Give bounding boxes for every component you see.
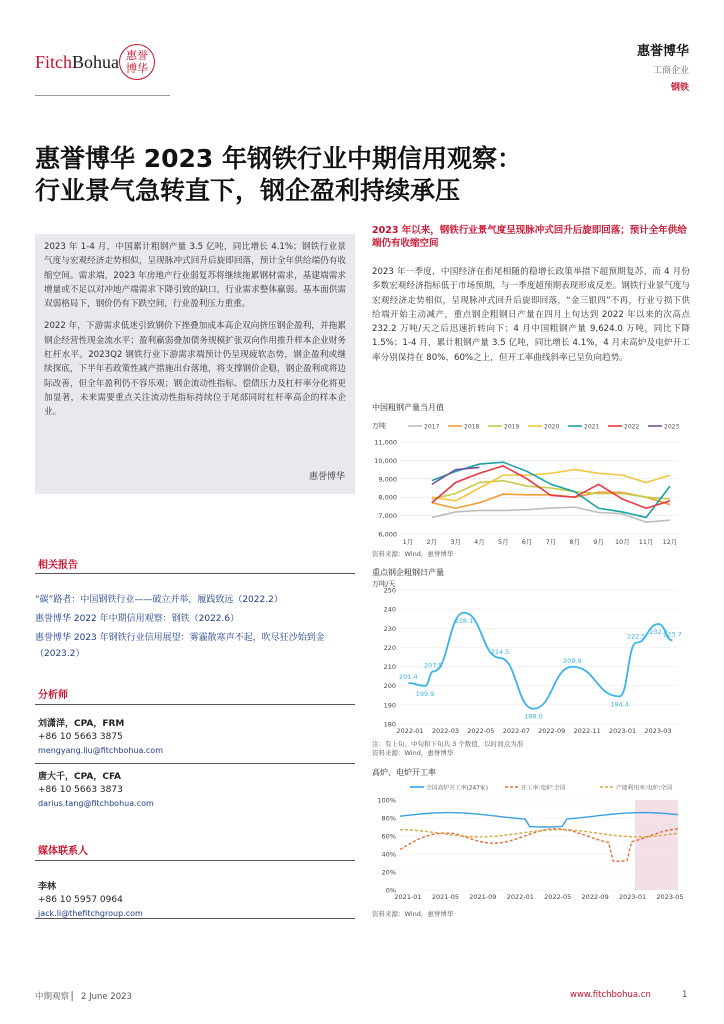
series-line bbox=[432, 481, 670, 499]
legend-label: 2019 bbox=[504, 423, 520, 431]
logo-wordmark bbox=[35, 52, 119, 73]
section-heading: 2023 年以来，钢铁行业景气度呈现脉冲式回升后旋即回落；预计全年供给端仍有收缩空间 bbox=[372, 225, 687, 249]
x-tick-label: 8月 bbox=[569, 538, 581, 546]
footer-separator: ▏ bbox=[71, 992, 81, 1002]
y-tick-label: 60% bbox=[381, 832, 396, 841]
chart2-ylabel: 万吨/天 bbox=[372, 580, 396, 588]
analysts-heading: 分析师 bbox=[38, 690, 68, 701]
x-tick-label: 3月 bbox=[450, 538, 461, 546]
y-tick-label: 190 bbox=[383, 701, 396, 710]
chart2-svg bbox=[370, 576, 688, 736]
chart1-title: 中国粗钢产量当月值 bbox=[372, 403, 444, 412]
legend-label: 2017 bbox=[424, 423, 440, 431]
media-card bbox=[38, 881, 143, 920]
legend-label: 2022 bbox=[624, 423, 640, 431]
analyst-phone: +86 10 5663 3875 bbox=[38, 732, 123, 742]
footer-url[interactable]: www.fitchbohua.cn bbox=[570, 990, 651, 1000]
legend-label: 开工率:电炉:全国 bbox=[521, 785, 566, 792]
y-tick-label: 6,000 bbox=[378, 530, 397, 539]
related-rule bbox=[35, 573, 355, 574]
y-tick-label: 240 bbox=[383, 605, 396, 614]
y-tick-label: 11,000 bbox=[374, 438, 397, 447]
chart3-xticks bbox=[394, 893, 683, 901]
chart2-xticks bbox=[396, 727, 671, 735]
chart1-legend bbox=[408, 424, 679, 431]
x-tick-label: 2022-01 bbox=[506, 893, 534, 901]
chart3-title: 高炉、电炉开工率 bbox=[372, 768, 436, 777]
x-tick-label: 2023-05 bbox=[656, 893, 684, 901]
data-label: 201.4 bbox=[399, 673, 418, 682]
x-tick-label: 6月 bbox=[521, 538, 533, 546]
y-tick-label: 200 bbox=[383, 682, 396, 691]
chart1-svg bbox=[370, 412, 688, 552]
x-tick-label: 5月 bbox=[497, 538, 509, 546]
x-tick-label: 2022-05 bbox=[544, 893, 572, 901]
x-tick-label: 7月 bbox=[545, 538, 557, 546]
analyst-card bbox=[38, 718, 163, 757]
y-tick-label: 7,000 bbox=[378, 512, 397, 521]
data-label: 222.5 bbox=[626, 632, 646, 641]
summary-paragraph-1: 2023 年 1-4 月，中国累计粗钢产量 3.5 亿吨，同比增长 4.1%；钢铁行业景气度与宏观经济走势相似，呈现脉冲式回升后旋即回落，预计全年供给端仍有收缩空间。需求端，2023 年房地产行业弱复苏将继续拖累钢材需求，基建端需求增量或不足以对冲地产端需求下降引致的缺口，行业需求整体羸弱。基本面供需双弱格局下，钢价仍有下跌空间，行业盈利压力重重。 bbox=[44, 242, 346, 310]
media-heading: 媒体联系人 bbox=[38, 846, 88, 857]
y-tick-label: 180 bbox=[383, 720, 396, 729]
y-tick-label: 210 bbox=[383, 663, 396, 672]
title-line2: 行业景气急转直下，钢企盈利持续承压 bbox=[35, 176, 461, 205]
x-tick-label: 12月 bbox=[662, 538, 678, 546]
media-rule bbox=[35, 860, 355, 861]
data-label: 223.7 bbox=[663, 630, 682, 639]
x-tick-label: 10月 bbox=[614, 538, 630, 546]
x-tick-label: 2022-01 bbox=[396, 727, 424, 735]
y-tick-label: 8,000 bbox=[378, 493, 397, 502]
y-tick-label: 80% bbox=[381, 814, 396, 823]
footer-left bbox=[35, 990, 132, 1002]
series-line bbox=[432, 470, 670, 501]
chart2-source: 资料来源：Wind，惠誉博华 bbox=[372, 749, 454, 757]
y-tick-label: 0% bbox=[385, 886, 396, 895]
legend-label: 2018 bbox=[464, 423, 480, 431]
legend-label: 2021 bbox=[584, 423, 600, 431]
data-label: 209.9 bbox=[563, 656, 582, 665]
related-link[interactable]: “碳”路者：中国钢铁行业——破立并举，履践致远（2022.2） bbox=[35, 595, 283, 605]
chart2-notes bbox=[372, 740, 523, 758]
chart3-grid bbox=[377, 797, 678, 895]
x-tick-label: 2021-01 bbox=[394, 893, 422, 901]
series-line bbox=[408, 613, 672, 709]
page-title bbox=[35, 143, 675, 207]
sector-label: 钢铁 bbox=[670, 83, 689, 93]
data-label: 199.9 bbox=[415, 689, 435, 698]
page-number: 1 bbox=[682, 990, 688, 1000]
data-label: 194.4 bbox=[610, 700, 629, 709]
chart2-note: 注：有上旬、中旬和下旬共 3 个数值，以时间点为准 bbox=[372, 740, 524, 748]
data-label: 207.5 bbox=[424, 661, 443, 670]
x-tick-label: 2022-03 bbox=[431, 727, 460, 735]
logo-bohua: Bohua bbox=[72, 52, 120, 72]
y-tick-label: 10,000 bbox=[374, 456, 397, 465]
analysts-rule bbox=[35, 704, 355, 705]
y-tick-label: 40% bbox=[381, 850, 396, 859]
x-tick-label: 2023-01 bbox=[618, 893, 647, 901]
y-tick-label: 220 bbox=[383, 643, 396, 652]
seal-line1: 惠誉 bbox=[126, 49, 148, 62]
data-label: 238.1 bbox=[454, 616, 474, 625]
analyst-email[interactable]: darius.tang@fitchbohua.com bbox=[38, 799, 154, 808]
header-brand bbox=[637, 40, 689, 93]
series-line bbox=[432, 462, 670, 517]
media-bottom-rule bbox=[35, 918, 355, 919]
legend-label: 2023 bbox=[664, 423, 680, 431]
y-tick-label: 100% bbox=[377, 796, 396, 805]
chart3-legend bbox=[410, 784, 672, 792]
chart2-title: 重点钢企粗钢日产量 bbox=[372, 568, 444, 577]
chart1-lines bbox=[432, 462, 670, 522]
x-tick-label: 2023-03 bbox=[644, 727, 672, 735]
x-tick-label: 1月 bbox=[402, 538, 414, 546]
media-phone: +86 10 5957 0964 bbox=[38, 895, 123, 905]
x-tick-label: 2021-05 bbox=[431, 893, 460, 901]
related-list bbox=[35, 592, 355, 665]
chart1-xticks bbox=[403, 538, 678, 546]
brand-name: 惠誉博华 bbox=[636, 44, 689, 59]
x-tick-label: 4月 bbox=[474, 538, 485, 546]
x-tick-label: 2023-01 bbox=[608, 727, 637, 735]
category-label: 工商企业 bbox=[652, 66, 689, 76]
x-tick-label: 2月 bbox=[426, 538, 438, 546]
analyst-name: 唐大千，CPA，CFA bbox=[38, 772, 122, 782]
analyst-name: 刘潇洋，CPA，FRM bbox=[38, 719, 125, 729]
analyst-email[interactable]: mengyang.liu@fitchbohua.com bbox=[38, 746, 163, 755]
chart3-svg bbox=[370, 778, 688, 908]
chart3-source: 资料来源：Wind，惠誉博华 bbox=[372, 910, 454, 918]
legend-label: 2020 bbox=[544, 423, 560, 431]
x-tick-label: 9月 bbox=[593, 538, 604, 546]
series-line bbox=[432, 466, 670, 508]
title-line1: 惠誉博华 2023 年钢铁行业中期信用观察： bbox=[35, 144, 522, 173]
summary-signature: 惠誉博华 bbox=[308, 471, 345, 482]
chart1-ylabel: 万吨 bbox=[372, 422, 386, 430]
media-name: 李林 bbox=[38, 882, 57, 892]
logo-seal bbox=[119, 44, 155, 80]
x-tick-label: 2022-05 bbox=[467, 727, 495, 735]
analyst-phone: +86 10 5663 3873 bbox=[38, 785, 123, 795]
y-tick-label: 230 bbox=[383, 624, 396, 633]
y-tick-label: 250 bbox=[383, 586, 396, 595]
related-heading: 相关报告 bbox=[38, 560, 78, 571]
chart1-source: 资料来源：Wind，惠誉博华 bbox=[372, 550, 454, 558]
analyst-card bbox=[38, 771, 154, 810]
x-tick-label: 2022-09 bbox=[538, 727, 566, 735]
data-label: 188.0 bbox=[524, 712, 543, 721]
x-tick-label: 2022-11 bbox=[573, 727, 601, 735]
chart2-grid bbox=[384, 587, 678, 729]
footer-date: 2 June 2023 bbox=[80, 992, 132, 1002]
analyst-divider bbox=[35, 763, 355, 764]
legend-label: 产能利用率:电炉:全国 bbox=[616, 785, 673, 792]
x-tick-label: 2022-07 bbox=[502, 727, 530, 735]
media-email[interactable]: jack.li@thefitchgroup.com bbox=[38, 909, 143, 918]
chart1-grid bbox=[374, 439, 678, 539]
related-link[interactable]: 惠誉博华 2023 年钢铁行业信用展望：雾霾散寒声不起，吹尽狂沙始到金（2023.2） bbox=[35, 633, 325, 659]
x-tick-label: 2021-09 bbox=[469, 893, 497, 901]
x-tick-label: 2022-09 bbox=[581, 893, 609, 901]
section-body: 2023 年一季度，中国经济在衔尾相随的稳增长政策举措下超预期复苏，而 4 月份多数宏观经济指标低于市场预期，与一季度超预期表现形成反差。钢铁行业景气度与宏观经济走势相似，呈现脉冲式回升后旋即回落，“金三银四”不再，行业亏损下供给端开始主动减产，重点钢企粗钢日产量在四月上旬达到 2022 年以来的次高点 232.2 万吨/天之后迅速折转向下；4 月中国粗钢产量 9,624.0 万吨，同比下降 1.5%；1-4 月，累计粗钢产量 3.5 亿吨，同比增长 4.1%，4 月末高炉及电炉开工率分别保持在 80%、60%之上，但开工率曲线斜率已呈负向趋势。 bbox=[372, 267, 690, 363]
data-label: 232.2 bbox=[649, 628, 668, 637]
summary-paragraph-2: 2022 年，下游需求低迷引致钢价下挫叠加成本高企双向挤压钢企盈利，并拖累钢企经营性现金流水平；盈利羸弱叠加债务规模扩张双向作用推升样本企业财务杠杆水平。2023Q2 钢铁行业下游需求端预计仍呈现疲软态势，钢企盈利或继续探底，下半年若政策性减产措施出台落地，将支撑钢价企稳，钢企盈利或将边际改善，但全年盈利仍不容乐观；钢企流动性指标、偿债压力及杠杆率分化将更加显著，未来需要重点关注流动性指标持续位于尾部同时杠杆率高企的样本企业。 bbox=[44, 321, 346, 418]
y-tick-label: 9,000 bbox=[378, 475, 397, 484]
summary-box bbox=[35, 234, 355, 494]
logo-divider bbox=[35, 95, 170, 96]
related-link[interactable]: 惠誉博华 2022 年中期信用观察：钢铁（2022.6） bbox=[35, 614, 240, 624]
legend-label: 全国高炉开工率(247家) bbox=[426, 785, 488, 792]
seal-line2: 博华 bbox=[126, 62, 148, 75]
y-tick-label: 20% bbox=[381, 868, 396, 877]
logo-fitch: Fitch bbox=[35, 52, 73, 72]
data-label: 214.5 bbox=[490, 647, 510, 656]
footer-doc-type: 中期观察 bbox=[35, 992, 70, 1002]
x-tick-label: 11月 bbox=[638, 538, 654, 546]
